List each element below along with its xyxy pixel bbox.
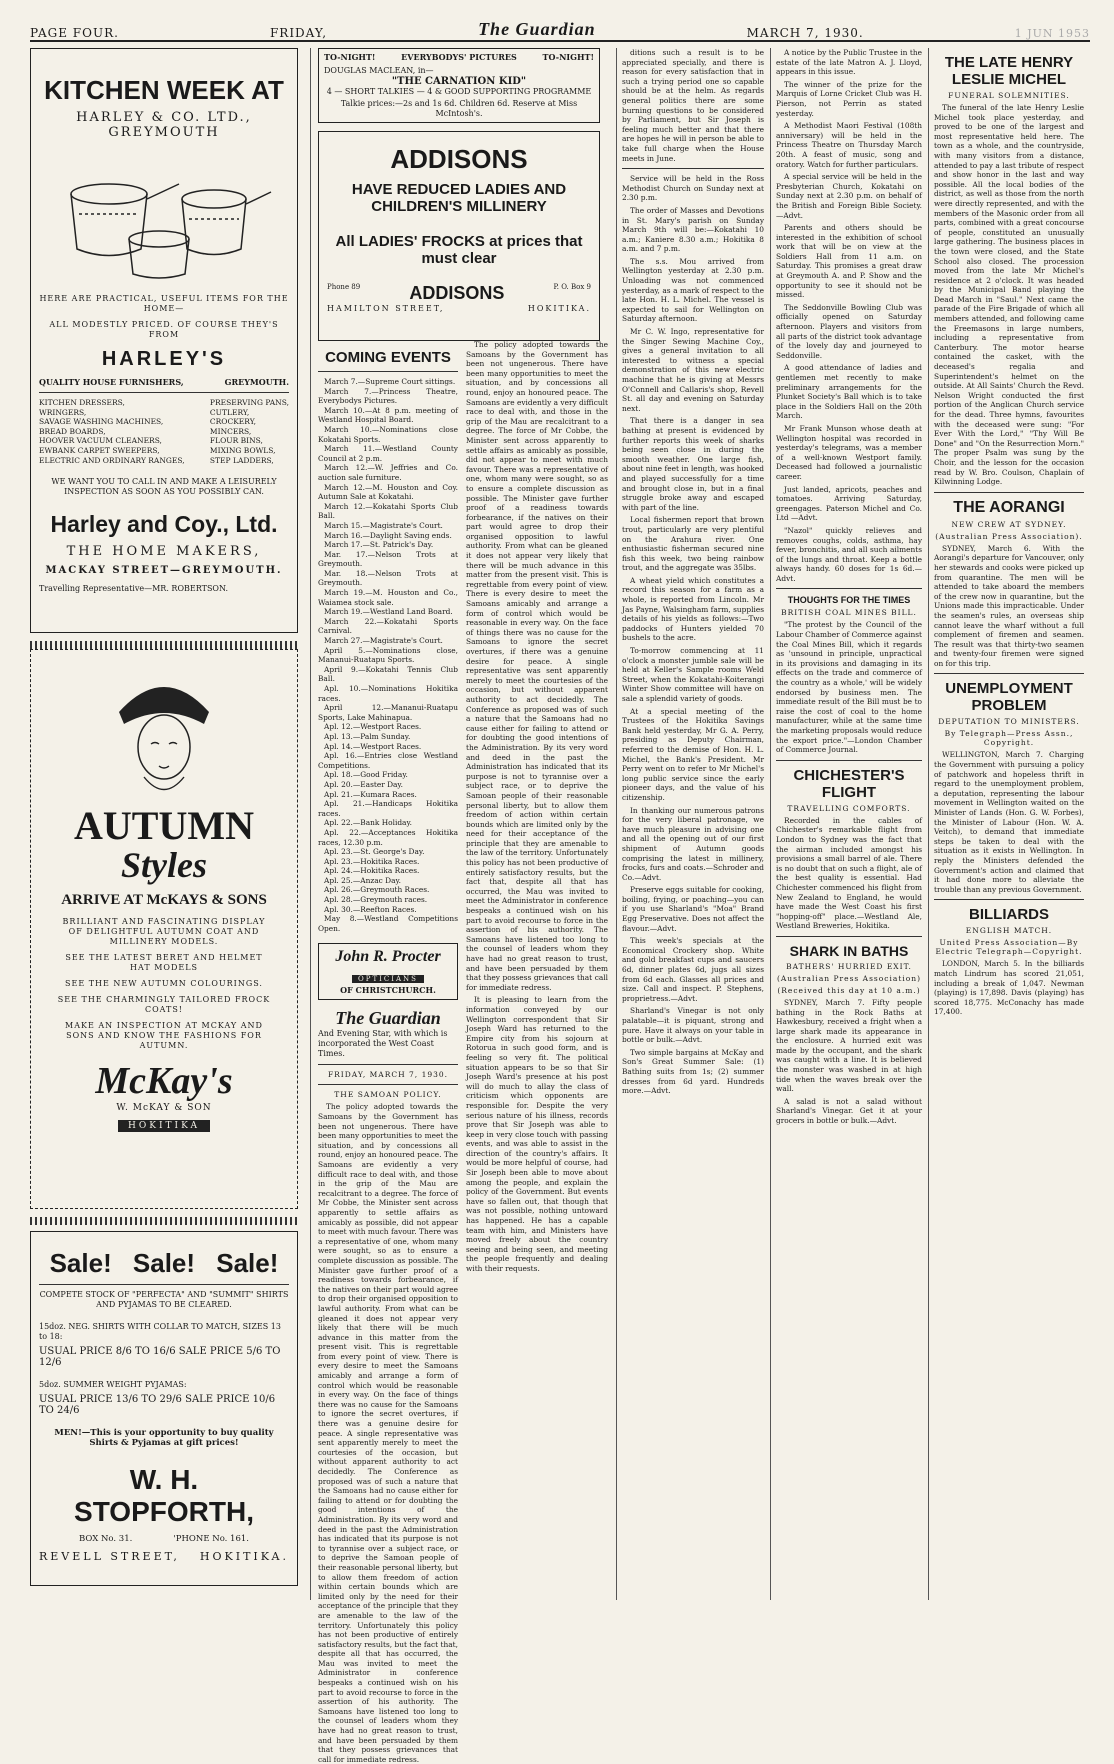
event-item: Apl. 13.—Palm Sunday. bbox=[324, 731, 411, 741]
mckays-logo: McKay's bbox=[95, 1060, 233, 1102]
column-4 bbox=[622, 48, 764, 1600]
stopforth-town: HOKITIKA. bbox=[199, 1550, 289, 1563]
addisons-name-footer: ADDISONS bbox=[409, 283, 505, 303]
editorial-title: THE SAMOAN POLICY. bbox=[334, 1090, 442, 1100]
kitchen-title: KITCHEN WEEK AT bbox=[44, 75, 284, 105]
shark-recv: (Received this day at 10 a.m.) bbox=[777, 985, 921, 995]
page-header bbox=[30, 18, 1090, 42]
stopforth-contact bbox=[39, 1534, 289, 1544]
paragraph: SYDNEY, March 6. With the Aorangi's departure for Vancouver, only her stewards and cooks were picked up from quarantine. The men will be attended to take aboard the members of the crew now in quarantine, but the Unions made this impracticable. Under the seamen's rules, an overseas ship cannot leave the wharf without a full complement of firemen and seamen. The result was that thirty-two seamen and twenty-four firemen were signed on for this trip. bbox=[934, 543, 1084, 668]
procter-role: OPTICIANS bbox=[352, 975, 424, 983]
sale-men: MEN!—This is your opportunity to buy quality Shirts & Pyjamas at gift prices! bbox=[54, 1428, 274, 1448]
sale-line-1: 15doz. NEG. SHIRTS WITH COLLAR TO MATCH, SIZES 13 to 18: bbox=[39, 1322, 281, 1341]
list-item: ELECTRIC AND ORDINARY RANGES, bbox=[39, 455, 185, 465]
paragraph: LONDON, March 5. In the billiards match Lindrum has scored 21,051, including a break of 1,047. Newman (playing) is 17,898. Davis (playing) has scored 18,775. McConachy has made 17,400. bbox=[934, 959, 1084, 1017]
pictures-stars: DOUGLAS MACLEAN, in— bbox=[324, 66, 434, 75]
billiards-title: BILLIARDS bbox=[969, 906, 1049, 924]
event-item: March 27.—Magistrate's Court. bbox=[324, 636, 443, 646]
addisons-town: HOKITIKA. bbox=[527, 304, 591, 313]
event-item: March 16.—Daylight Saving ends. bbox=[324, 530, 452, 540]
kitchen-intro-1: HERE ARE PRACTICAL, USEFUL ITEMS FOR THE HOME— bbox=[39, 294, 289, 313]
list-item: EWBANK CARPET SWEEPERS, bbox=[39, 445, 160, 455]
pictures-shorts: 4 — SHORT TALKIES — 4 & GOOD SUPPORTING PROGRAMME bbox=[326, 87, 592, 96]
arrive-mckays: ARRIVE AT McKAYS & SONS bbox=[61, 892, 267, 908]
border-stripe bbox=[30, 641, 298, 649]
pictures-prices: Talkie prices:—2s and 1s 6d. Children 6d. Reserve at Miss McIntosh's. bbox=[340, 99, 578, 118]
pictures-header bbox=[324, 52, 594, 62]
mckays-logo-town: HOKITIKA bbox=[118, 1120, 210, 1132]
lady-hat-illustration bbox=[109, 662, 219, 802]
column-5 bbox=[776, 48, 922, 1600]
list-item: HOOVER VACUUM CLEANERS, bbox=[39, 436, 162, 446]
addisons-street: HAMILTON STREET, bbox=[327, 304, 445, 313]
autumn-line: MAKE AN INSPECTION AT MCKAY AND SONS AND KNOW THE FASHIONS FOR AUTUMN. bbox=[65, 1021, 263, 1050]
flight-sub: TRAVELLING COMFORTS. bbox=[787, 803, 911, 813]
paragraph: The Seddonville Bowling Club was officially opened on Saturday afternoon. Players and visitors from all parts of the district took advantage of the lovely day and journeyed to Seddonville. bbox=[776, 302, 922, 360]
addisons-ad bbox=[318, 131, 600, 341]
aorangi-assn: (Australian Press Association). bbox=[935, 531, 1083, 541]
sale-price-1: USUAL PRICE 8/6 TO 16/6 SALE PRICE 5/6 TO 12/6 bbox=[39, 1346, 281, 1368]
kitchen-tagline bbox=[39, 377, 289, 387]
event-item: Apl. 28.—Greymouth races. bbox=[324, 895, 428, 905]
addisons-frocks: All LADIES' FROCKS at prices that must clear bbox=[335, 233, 583, 267]
kitchen-items bbox=[39, 398, 289, 465]
header-date: MARCH 7, 1930. bbox=[746, 26, 864, 40]
autumn-styles-ad bbox=[30, 649, 298, 1209]
addisons-contact bbox=[327, 283, 591, 304]
paragraph: Mr C. W. Ingo, representative for the Singer Sewing Machine Coy., gives a general invitation to all interested to witness a special demonstration of this new electric machine that he is giving at Messrs O'Connell and Callaris's shop, Revell St. all day and evening on Saturday next. bbox=[622, 327, 764, 413]
paragraph: Sharland's Vinegar is not only palatable—it is piquant, strong and pure. Have it always on your table in bottle or bulk.—Advt. bbox=[622, 1006, 764, 1045]
list-item: KITCHEN DRESSERS, bbox=[39, 398, 125, 407]
autumn-lines bbox=[39, 917, 289, 1051]
event-item: March 22.—Kokatahi Sports Carnival. bbox=[318, 616, 458, 636]
event-item: Apl. 23.—Hokitika Races. bbox=[324, 856, 420, 866]
stopforth-street: REVELL STREET, bbox=[39, 1550, 180, 1563]
autumn-title: AUTUMN bbox=[74, 803, 254, 848]
column-rule bbox=[310, 48, 311, 1600]
column-ads-left bbox=[30, 48, 298, 1600]
event-item: March 10.—Nominations close Kokatahi Sports. bbox=[318, 424, 458, 444]
paragraph: Service will be held in the Ross Methodist Church on Sunday next at 2.30 p.m. bbox=[622, 174, 764, 203]
archive-stamp: 1 JUN 1953 bbox=[1014, 27, 1090, 40]
sale-price-2: USUAL PRICE 13/6 TO 29/6 SALE PRICE 10/6 TO 24/6 bbox=[39, 1394, 276, 1416]
paragraph: A notice by the Public Trustee in the estate of the late Matron A. J. Lloyd, appears in this issue. bbox=[776, 48, 922, 77]
mckays-logo-sub: W. McKAY & SON bbox=[116, 1103, 212, 1113]
column-5-text bbox=[776, 48, 922, 583]
tonight-left: TO-NIGHT! bbox=[324, 52, 376, 62]
paragraph: Just landed, apricots, peaches and tomatoes. Arriving Saturday, greengages. Paterson Michel and Co. Ltd —Advt. bbox=[776, 484, 922, 523]
procter-ad bbox=[318, 943, 458, 1000]
paragraph: Two simple bargains at McKay and Son's Great Summer Sale: (1) Bathing suits from 1s; (2) summer dresses from 6d yard. Hundreds more.—Advt. bbox=[622, 1047, 764, 1096]
sale-word: Sale! bbox=[216, 1248, 279, 1278]
samoa-cont-text bbox=[466, 340, 608, 1274]
everybodys-title: EVERYBODYS' PICTURES bbox=[401, 52, 517, 62]
paragraph: In thanking our numerous patrons for the very liberal patronage, we have much pleasure in advising one and all the opening out of our first shipment of Autumn goods comprising the latest in millinery, frocks, furs and coats.—Schroder and Co.—Advt. bbox=[622, 805, 764, 882]
kitchen-week-ad bbox=[30, 48, 298, 633]
everybodys-pictures-ad bbox=[318, 48, 600, 123]
paragraph: The policy adopted towards the Samoans by the Government has been not ungenerous. There have been many opportunities to meet the situation, and by concessions all round, enjoy an honoured peace. The Samoans are evidently a very difficult race to deal with, and those in the grip of the Mau are recalcitrant to a degree. The force of Mr Cobbe, the Minister sent across apparently to settle affairs as amicably as possible, did not appear to meet with much favour. There was a representative of one, whom many were sought, so as to ensure a complete discussion as possible. The Minister gave further proof of a readiness towards forbearance, if the natives on their part would agree to drop their organised opposition to lawful authority. From what can be gleaned it does not appear very likely that there will be much advance in this matter from the present visit. This is regrettable from every point of view. There is every desire to meet the Samoans amicably and arrange a form of control which would be reasonable in every way. On the face of things there was no cause for the Samoans to ignore the secret overtures, if there was a genuine desire for peace. A single representative was sent apparently merely to meet the courtesies of the occasion, but without apparent authority to act decidedly. The Conference as proposed was of such a nature that the Samoans had no cause either for failing to attend or for doubting the good intentions of the Administration. By its very word and deed in the past the Administration has indicated that its purpose is not to tyrannise over a subject race, or to deprive the Samoan people of their reasonable personal liberty, but to allow them freedom of action within certain bounds which are limited only by the need for their acceptance of the principle that they are amenable to the law of the territory. Unfortunately this policy has not been productive of entirely satisfactory results, but the fact that, despite all that has occurred, the Mau was invited to meet the Administrator in conference bespeaks a continued wish on his part to avoid recourse to force in the assertion of his authority. The Samoans have listened too long to the counsel of leaders whom they have had no great reason to trust, and have been persuaded by them that they possess grievances that call for immediate redress. bbox=[466, 340, 608, 992]
thoughts-title: THOUGHTS FOR THE TIMES bbox=[787, 595, 911, 606]
kitchen-address: MACKAY STREET—GREYMOUTH. bbox=[45, 565, 283, 577]
event-item: Apl. 20.—Easter Day. bbox=[324, 779, 403, 789]
event-item: March 12.—Kokatahi Sports Club Ball. bbox=[318, 501, 458, 521]
paragraph: This week's specials at the Economical Crockery shop. White and gold breakfast cups and saucers 6d, dinner plates 6d, jugs all sizes from 6d each. Glasses all prices and size. Call and inspect. P. Stephens, proprietress.—Advt. bbox=[622, 936, 764, 1003]
sale-word: Sale! bbox=[49, 1248, 112, 1278]
list-item: PRESERVING PANS, bbox=[209, 398, 289, 407]
paragraph: A salad is not a salad without Sharland's Vinegar. Get it at your grocers in bottle or bulk.—Advt. bbox=[776, 1096, 922, 1126]
paragraph: A Methodist Maori Festival (108th anniversary) will be held in the Princess Theatre on Thursday March 20th. A feast of music, song and oratory. Watch for further particulars. bbox=[776, 121, 922, 169]
stopforth-box: BOX No. 31. bbox=[79, 1534, 133, 1544]
shark-text bbox=[776, 998, 922, 1126]
event-item: March 17.—St. Patrick's Day. bbox=[324, 540, 434, 550]
paragraph: The winner of the prize for the Marquis of Lorne Cricket Club was H. Pierson, not Perrin as stated yesterday. bbox=[776, 79, 922, 118]
event-item: Apl. 10.—Nominations Hokitika races. bbox=[318, 684, 458, 703]
michel-sub: FUNERAL SOLEMNITIES. bbox=[948, 91, 1070, 100]
event-item: April 5.—Nominations close, Mananui-Ruatapu Sports. bbox=[318, 645, 458, 665]
event-item: March 11.—Westland County Council at 2 p.m. bbox=[318, 444, 458, 463]
addisons-box: P. O. Box 9 bbox=[553, 283, 591, 291]
billiards-assn: United Press Association—By Electric Telegraph—Copyright. bbox=[935, 938, 1083, 957]
addisons-phone: Phone 89 bbox=[327, 283, 361, 291]
shark-title: SHARK IN BATHS bbox=[789, 942, 909, 959]
procter-town: OF CHRISTCHURCH. bbox=[340, 985, 436, 996]
event-item: Apl. 14.—Westport Races. bbox=[324, 741, 422, 751]
autumn-line: SEE THE LATEST BERET AND HELMET HAT MODELS bbox=[65, 953, 263, 972]
guardian-text: And Evening Star, with which is incorporated the West Coast Times. bbox=[318, 1029, 448, 1059]
stopforth-name: W. H. STOPFORTH, bbox=[74, 1464, 254, 1527]
list-item: MIXING BOWLS, bbox=[209, 445, 276, 455]
paragraph: SYDNEY, March 7. Fifty people bathing in the Rock Baths at Hawkesbury, received a fright when a large shark made its appearance in the enclosure. A hurried exit was made by the occupant, and the shark was caught with a line. It is believed the monster was washed in at high tide when the waves break over the wall. bbox=[776, 997, 922, 1094]
paragraph: The policy adopted towards the Samoans by the Government has been not ungenerous. There have been many opportunities to meet the situation, and by concessions all round, enjoy an honoured peace. The Samoans are evidently a very difficult race to deal with, and those in the grip of the Mau are recalcitrant to a degree. The force of Mr Cobbe, the Minister sent across apparently to settle affairs as amicably as possible, did not appear to meet with much favour. There was a representative of one, whom many were sought, so as to ensure a complete discussion as possible. The Minister gave further proof of a readiness towards forbearance, if the natives on their part would agree to drop their organised opposition to lawful authority. From what can be gleaned it does not appear very likely that there will be much advance in this matter from the present visit. This is regrettable from every point of view. There is every desire to meet the Samoans amicably and arrange a form of control which would be reasonable in every way. On the face of things there was no cause for the Samoans to ignore the secret overtures, if there was a genuine desire for peace. A single representative was sent apparently merely to meet the courtesies of the occasion, but without apparent authority to act decidedly. The Conference as proposed was of such a nature that the Samoans had no cause either for failing to attend or for doubting the good intentions of the Administration. By its very word and deed in the past the Administration has indicated that its purpose is not to tyrannise over a subject race, or to deprive the Samoan people of their reasonable personal liberty, but to allow them freedom of action within certain bounds which are limited only by the need for their acceptance of the principle that they are amenable to the law of the territory. Unfortunately this policy has not been productive of entirely satisfactory results, but the fact that, despite all that has occurred, the Mau was invited to meet the Administrator in conference bespeaks a continued wish on his part to avoid recourse to force in the assertion of his authority. The Samoans have listened too long to the counsel of leaders whom they have had no great reason to trust, and have been persuaded by them that they possess grievances that call for immediate redress. bbox=[318, 1102, 458, 1764]
autumn-line: BRILLIANT AND FASCINATING DISPLAY OF DELIGHTFUL AUTUMN COAT AND MILLINERY MODELS. bbox=[62, 917, 266, 946]
editorial-dateline: FRIDAY, MARCH 7, 1930. bbox=[327, 1070, 449, 1080]
unemployment-assn: By Telegraph—Press Assn., Copyright. bbox=[944, 729, 1074, 748]
column-6 bbox=[934, 48, 1084, 1600]
event-item: March 19.—Westland Land Board. bbox=[324, 607, 453, 617]
addisons-name: ADDISONS bbox=[390, 144, 528, 174]
paragraph: Local fishermen report that brown trout, particularly are very plentiful on the Arahura river. One enthusiastic fisherman secured nine fish this week, two being rainbow trout, and the aggregate was 35lbs. bbox=[622, 515, 764, 573]
header-day: FRIDAY, bbox=[269, 26, 328, 40]
event-item: March 15.—Magistrate's Court. bbox=[324, 520, 443, 530]
billiards-text bbox=[934, 959, 1084, 1017]
autumn-line: SEE THE NEW AUTUMN COLOURINGS. bbox=[65, 979, 263, 988]
addisons-address bbox=[327, 304, 591, 313]
stopforth-phone: 'PHONE No. 161. bbox=[173, 1534, 249, 1544]
news-paragraphs bbox=[622, 48, 764, 1096]
event-item: May 8.—Westland Competitions Open. bbox=[318, 914, 458, 933]
event-item: Apl. 21.—Kumara Races. bbox=[324, 789, 417, 799]
event-item: Apl. 26.—Greymouth Races. bbox=[324, 885, 430, 895]
travelling-rep: Travelling Representative—MR. ROBERTSON. bbox=[39, 584, 229, 594]
items-left bbox=[39, 398, 185, 465]
paragraph: Recorded in the cables of Chichester's remarkable flight from London to Sydney was the fact that the airman included amongst his provisions a small barrel of ale. There is no doubt that on such a flight, ale of the best quality is essential. Had Chichester commenced his flight from New Zealand to England, he would have made the West Coast his first "hopping-off" place.—Westland Ale, Westland Breweries, Hokitika. bbox=[776, 815, 922, 931]
michel-title: THE LATE HENRY LESLIE MICHEL bbox=[944, 54, 1074, 88]
autumn-line: SEE THE CHARMINGLY TAILORED FROCK COATS! bbox=[57, 995, 271, 1014]
harley-company: Harley and Coy., Ltd. bbox=[50, 511, 278, 538]
shark-sub: BATHERS' HURRIED EXIT. bbox=[786, 961, 912, 971]
event-item: March 7.—Supreme Court sittings. bbox=[324, 377, 456, 386]
editorial-text bbox=[318, 1102, 458, 1764]
event-item: March 19.—M. Houston and Co., Waiamea stock sale. bbox=[318, 588, 458, 607]
paragraph: The funeral of the late Henry Leslie Michel took place yesterday, and proved to be one of the largest and most representative held here. The town as a whole, and the countryside, with many visitors from a distance, attended to pay a last tribute of respect and show honor in the last and way possible. All the local bodies of the district, as well as those from the north were directly represented, and with the members of the Masonic order from all parts, combined with a great concourse of people, constituted an unusually large gathering. The business places in the town were closed, and the State School also closed. The procession moved from the late Mr Michel's residence at 2 o'clock. It was headed by the Municipal Band playing the Dead March in "Saul." Next came the parade of the Fire Brigade of which all members attended, and following came the Freemasons in large numbers, including a representative from Canterbury. The motor hearse contained the casket, with the deceased's regalia and Superintendent's helmet on the outside. At All Saints' Church the Revd. Nelson Wright conducted the first portion of the Anglican Church service for the dead. Three hymns, favourites with the deceased were sung: "For Ever With the Lord," "Thy Will Be Done" and "On the Resurrection Morn." The proper Psalm was sung by the Choir, and the lesson for the occasion read by W. Bro. Coulson, Chaplain of Kilwinning Lodge. bbox=[934, 103, 1084, 487]
kitchen-intro-2: ALL MODESTLY PRICED. OF COURSE THEY'S FROM bbox=[49, 320, 279, 339]
unemployment-title: UNEMPLOYMENT PROBLEM bbox=[945, 680, 1073, 715]
event-item: Apl. 30.—Reefton Races. bbox=[324, 904, 417, 914]
column-3 bbox=[466, 340, 608, 1600]
list-item: MINCERS, bbox=[209, 426, 252, 436]
sale-headline bbox=[39, 1248, 289, 1279]
guardian-title: The Guardian bbox=[335, 1008, 441, 1029]
event-item: March 12.—M. Houston and Coy. Autumn Sale at Kokatahi. bbox=[318, 482, 458, 502]
paragraph: Mr Frank Munson whose death at Wellington hospital was recorded in yesterday's telegrams, was a member of a well-known Westport family. Deceased had followed a journalistic career. bbox=[776, 423, 922, 481]
coal-text bbox=[776, 620, 922, 754]
flight-title: CHICHESTER'S FLIGHT bbox=[793, 766, 905, 801]
flight-text bbox=[776, 816, 922, 931]
border-stripe bbox=[30, 1217, 298, 1225]
guardian-box bbox=[318, 1008, 458, 1059]
page-number: PAGE FOUR. bbox=[30, 26, 119, 40]
event-item: March 10.—At 8 p.m. meeting of Westland Hospital Board. bbox=[318, 405, 458, 425]
event-item: March 12.—W. Jeffries and Co. auction sale furniture. bbox=[318, 463, 458, 482]
list-item: STEP LADDERS, bbox=[209, 455, 274, 465]
event-item: March 7.—Princess Theatre, Everybodys Pictures. bbox=[318, 386, 458, 406]
kitchen-invite: WE WANT YOU TO CALL IN AND MAKE A LEISURELY INSPECTION AS SOON AS YOU POSSIBLY CAN. bbox=[51, 477, 277, 497]
procter-name: John R. Procter bbox=[335, 948, 441, 966]
column-rule bbox=[770, 48, 771, 1600]
items-right bbox=[210, 398, 289, 465]
shark-assn: (Australian Press Association) bbox=[776, 973, 922, 983]
home-makers: THE HOME MAKERS, bbox=[66, 544, 262, 560]
addisons-reduced: HAVE REDUCED LADIES AND CHILDREN'S MILLINERY bbox=[351, 181, 567, 215]
billiards-sub: ENGLISH MATCH. bbox=[965, 926, 1053, 936]
paragraph: A good attendance of ladies and gentlemen met recently to make preliminary arrangements for the Plunket Society's Ball which is to take place in the Soldiers Hall on the 20th March. bbox=[776, 363, 922, 421]
event-item: Apl. 22.—Bank Holiday. bbox=[324, 818, 413, 828]
column-rule bbox=[616, 48, 617, 1600]
paragraph: The s.s. Mou arrived from Wellington yesterday at 2.30 p.m. Unloading was not commenced yesterday, as a mark of respect to the late Hon. H. L. Michel. The vessel is expected to sail for Wellington on Saturday afternoon. bbox=[622, 256, 764, 324]
michel-text bbox=[934, 103, 1084, 487]
list-item: CROCKERY, bbox=[209, 417, 257, 427]
masthead: The Guardian bbox=[478, 19, 596, 39]
paragraph: A wheat yield which constitutes a record this season for a farm as a whole, is reported from Lincoln. Mr Jas Payne, Walsingham farm, supplies details of his yields as follows:—Two paddocks of Hunters yielded 70 bushels to the acre. bbox=[622, 575, 764, 643]
paragraph: Parents and others should be interested in the exhibition of school work that will be on view at the Soldiers Hall from 11 a.m. on Saturday. This promises a great draw at Greymouth A. and P. Show and the opportunity to see it should not be missed. bbox=[776, 223, 922, 300]
paragraph: Preserve eggs suitable for cooking, boiling, frying, or poaching—you can if you use Sharland's "Moa" Brand Egg Preservative. Does not affect the flavour.—Advt. bbox=[622, 885, 764, 933]
pictures-film: "THE CARNATION KID" bbox=[391, 76, 527, 87]
list-item: FLOUR BINS, bbox=[209, 436, 263, 446]
event-item: Apl. 24.—Hokitika Races. bbox=[324, 866, 420, 876]
stopforth-sale-ad bbox=[30, 1231, 298, 1586]
sale-stock: COMPETE STOCK OF "PERFECTA" AND "SUMMIT" SHIRTS AND PYJAMAS TO BE CLEARED. bbox=[39, 1290, 289, 1309]
unemployment-text bbox=[934, 750, 1084, 894]
aorangi-text bbox=[934, 544, 1084, 669]
event-item: April 9.—Kokatahi Tennis Club Ball. bbox=[318, 664, 458, 684]
coal-title: BRITISH COAL MINES BILL. bbox=[781, 608, 917, 618]
stopforth-address bbox=[39, 1550, 289, 1563]
tonight-right: TO-NIGHT! bbox=[542, 52, 594, 62]
event-item: Apl. 21.—Handicaps Hokitika races. bbox=[318, 799, 458, 818]
event-item: Apl. 25.—Anzac Day. bbox=[324, 875, 402, 885]
unemployment-sub: DEPUTATION TO MINISTERS. bbox=[938, 717, 1080, 727]
column-rule bbox=[928, 48, 929, 1600]
paragraph: "The protest by the Council of the Labour Chamber of Commerce against the Coal Mines Bill, which it regards as 'unsound in principle, unpractical in its provisions and damaging in its effects on the trade and commerce of the country as a whole,' will be widely endorsed by business men. The immediate result of the Bill must be to raise the cost of coal to the home manufacturer, while at the same time the marketing proposals would reduce the export price."—London Chamber of Commerce Journal. bbox=[776, 620, 922, 755]
saucepans-illustration bbox=[49, 154, 279, 284]
event-item: Apl. 16.—Entries close Westland Competitions. bbox=[318, 751, 458, 770]
list-item: WRINGERS, bbox=[39, 407, 87, 417]
sale-line-2: 5doz. SUMMER WEIGHT PYJAMAS: bbox=[39, 1380, 187, 1389]
kitchen-firm: HARLEY & CO. LTD., GREYMOUTH bbox=[76, 110, 252, 140]
tagline-right: GREYMOUTH. bbox=[224, 377, 289, 387]
event-item: Apl. 23.—St. George's Day. bbox=[324, 847, 425, 857]
list-item: SAVAGE WASHING MACHINES, bbox=[39, 417, 164, 427]
event-item: Mar. 17.—Nelson Trots at Greymouth. bbox=[318, 549, 458, 569]
aorangi-sub: NEW CREW AT SYDNEY. bbox=[951, 519, 1067, 529]
paragraph: It is pleasing to learn from the information conveyed by our Wellington correspondent that Sir Joseph Ward has returned to the Empire city from his sojourn at Rotorua in such good form, and is feeling so very fit. The political situation appears to be so that Sir Joseph Ward's presence at his post will do much to allay the class of criticism which opponents are responsible for. Despite the very serious nature of his illness, records prove that Sir Joseph was able to keep in very close touch with passing events, and was able to assist in the direction of the country's affairs. It would be more helpful of course, had Sir Joseph been able to move about among the people, and explain the policy of the Government. But events have so fallen out, that though that was not possible, nothing untoward has happened. He has a capable team with him, and Ministers have moved freely about the country seeing and being seen, and meeting the people frequently and dealing with their requests. bbox=[466, 995, 608, 1273]
event-item: Apl. 22.—Acceptances Hokitika races, 12.30 p.m. bbox=[318, 827, 458, 847]
event-item: Mar. 18.—Nelson Trots at Greymouth. bbox=[318, 568, 458, 588]
paragraph: "Nazol" quickly relieves and removes coughs, colds, asthma, hay fever, bronchitis, and all such ailments of the lungs and throat. Keep a bottle always handy. 60 doses for 1s 6d.—Advt. bbox=[776, 525, 922, 583]
list-item: CUTLERY, bbox=[209, 407, 250, 417]
paragraph: A special service will be held in the Presbyterian Church, Kokatahi on Sunday next at 2.30 p.m. on behalf of the British and Foreign Bible Society.—Advt. bbox=[776, 172, 922, 220]
sale-word: Sale! bbox=[132, 1248, 196, 1278]
aorangi-title: THE AORANGI bbox=[953, 498, 1065, 516]
harleys-brand: HARLEY'S bbox=[101, 348, 227, 370]
tagline-left: QUALITY HOUSE FURNISHERS, bbox=[39, 377, 184, 387]
coming-events-list bbox=[318, 377, 458, 933]
paragraph: That there is a danger in sea bathing at present is evidenced by further reports this week of sharks being seen close in during the smooth weather. One large fish, about nine feet in length, was hooked and played successfully for a time and brought close in, but in a final struggle broke away and escaped with part of the line. bbox=[622, 416, 764, 512]
paragraph: At a special meeting of the Trustees of the Hokitika Savings Bank held yesterday, Mr G. A. Perry, presiding as Deputy Chairman, referred to the demise of Hon. H. L. Michel, the Bank's President. Mr Perry went on to refer to Mr Michel's long public service since the early pioneer days, and the value of his citizenship. bbox=[622, 706, 764, 802]
paragraph: ditions such a result is to be appreciated specially, and there is reason for every satisfaction that in such a trying period one so capable should be at the helm. As regards general politics there are some burning questions to be considered by Parliament, but Sir Joseph is feeling much better and that there are hopes he will in person be able to take full charge when the House meets in June. bbox=[622, 48, 764, 163]
event-item: April 12.—Mananui-Ruatapu Sports, Lake Mahinapua. bbox=[318, 703, 458, 722]
event-item: Apl. 18.—Good Friday. bbox=[324, 770, 408, 780]
paragraph: To-morrow commencing at 11 o'clock a monster jumble sale will be held at Keller's Sample rooms Weld Street, when the Kokatahi-Koiterangi Winter Show committee will have on sale a splendid variety of goods. bbox=[622, 646, 764, 703]
styles-title: Styles bbox=[121, 845, 207, 885]
list-item: BREAD BOARDS, bbox=[39, 426, 106, 436]
coming-events-title: COMING EVENTS bbox=[325, 349, 451, 366]
paragraph: WELLINGTON, March 7. Charging the Government with pursuing a policy of patchwork and hopeless thrift in regard to the unemployment problem, a deputation, representing the labour movement in Wellington waited on the Minister of Lands (Hon. G. W. Forbes), the Minister of Labour (Hon. W. A. Veitch), to demand that immediate steps be taken to deal with the situation as it exists in Wellington. In reply the Ministers defended the Government's action and claimed that it had done more to alleviate the trouble than any previous Government. bbox=[934, 750, 1084, 894]
event-item: Apl. 12.—Westport Races. bbox=[324, 722, 422, 732]
paragraph: The order of Masses and Devotions in St. Mary's parish on Sunday March 9th will be:—Kokatahi 10 a.m.; Kaniere 8.30 a.m.; Hokitika 8 a.m. and 7 p.m. bbox=[622, 205, 764, 254]
